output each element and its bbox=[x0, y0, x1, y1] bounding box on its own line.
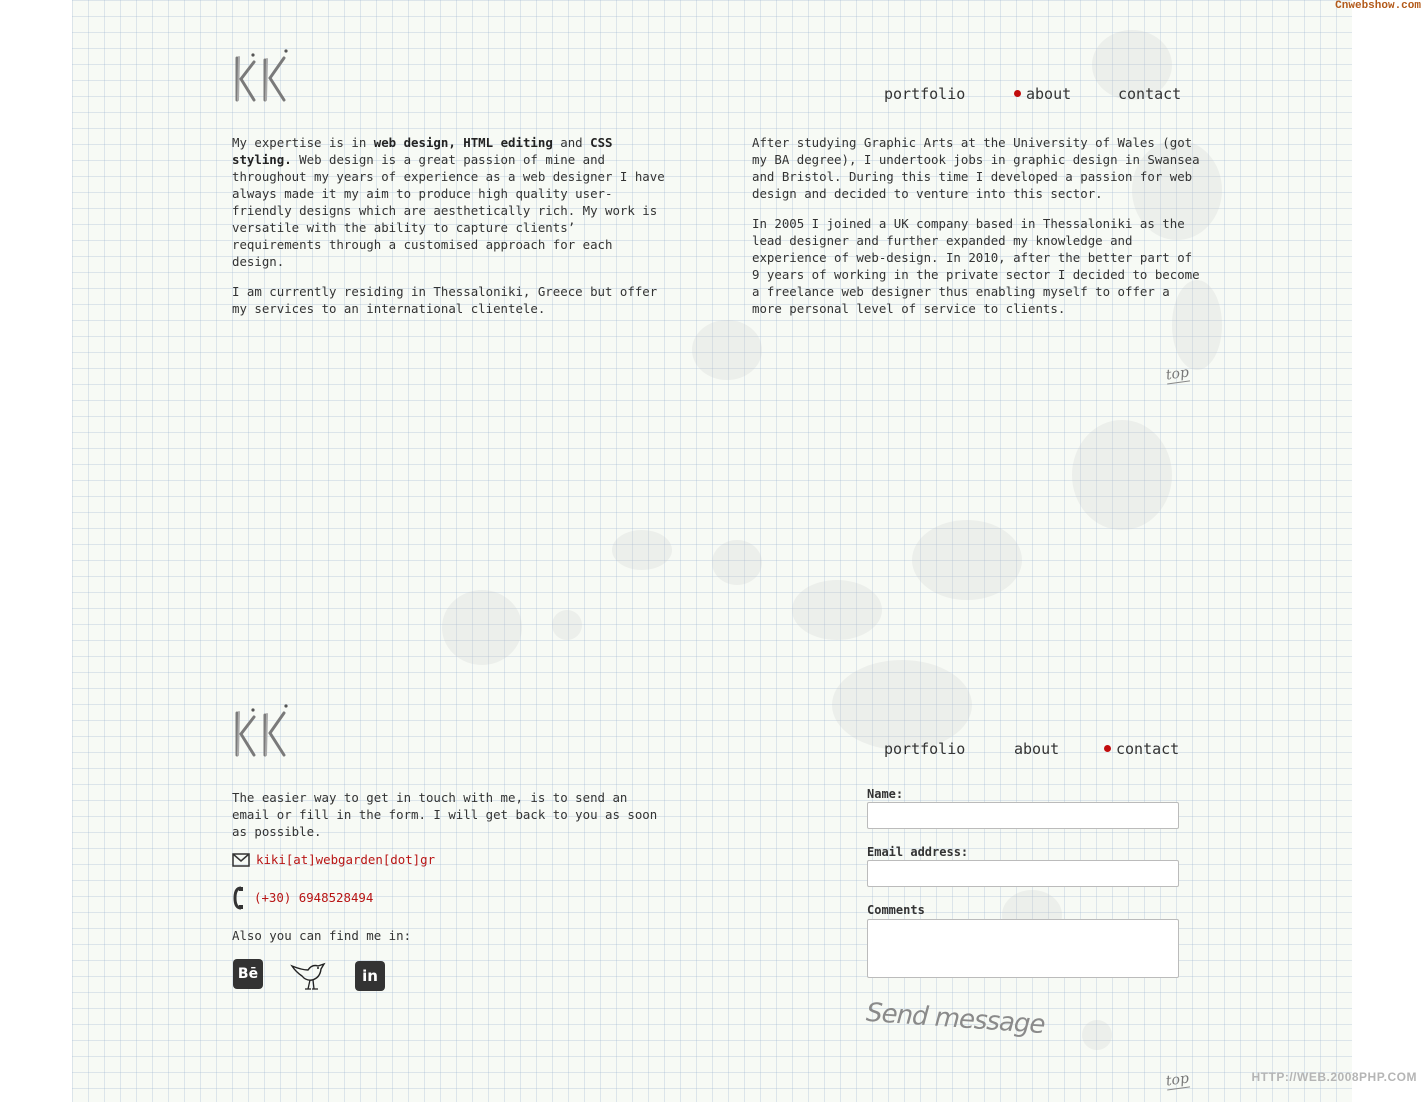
about-paragraph: In 2005 I joined a UK company based in Thessaloniki as the lead designer and further expanded my knowledge and experience of web-design. In 2010, after the better part of 9 years of working in the private sector I decided to become a freelance web designer thus enabling myself to offer a more personal level of service to clients. bbox=[752, 216, 1200, 316]
about-text: Web design is a great passion of mine and throughout my years of experience as a web designer I have always made it my aim to produce high quality user-friendly designs which are aesthetically rich. My work is versatile with the ability to capture clients’ requirements through a customised approach for each design. bbox=[232, 152, 665, 269]
watermark-bottom: HTTP://WEB.2008PHP.COM bbox=[1251, 1070, 1417, 1084]
back-to-top-link[interactable]: top bbox=[1164, 1070, 1190, 1090]
nav-about[interactable]: about bbox=[1014, 740, 1060, 758]
paint-splat bbox=[612, 530, 672, 570]
nav-portfolio[interactable]: portfolio bbox=[884, 85, 966, 103]
name-label: Name: bbox=[867, 787, 904, 801]
email-input[interactable] bbox=[867, 860, 1179, 887]
about-text: My expertise is in bbox=[232, 135, 374, 150]
nav-about-active[interactable] bbox=[1014, 85, 1071, 103]
back-to-top-link[interactable]: top bbox=[1164, 364, 1190, 384]
kk-logo-icon[interactable] bbox=[232, 48, 290, 104]
about-bold-skill: CSS styling. bbox=[232, 135, 613, 167]
about-paragraph bbox=[232, 134, 672, 270]
about-paragraph: I am currently residing in Thessaloniki, Greece but offer my services to an international clientele. bbox=[232, 284, 658, 316]
comments-textarea[interactable] bbox=[867, 919, 1179, 978]
about-left-column bbox=[232, 134, 672, 330]
nav-about-label: about bbox=[1026, 85, 1072, 103]
about-bold-skill: web design, HTML editing bbox=[373, 135, 553, 150]
paint-splat bbox=[832, 660, 972, 750]
phone-link[interactable]: (+30) 6948528494 bbox=[254, 890, 374, 905]
paint-splat bbox=[1072, 420, 1172, 530]
envelope-icon bbox=[232, 853, 250, 867]
comments-label: Comments bbox=[867, 903, 925, 917]
active-dot-icon bbox=[1104, 745, 1111, 752]
paint-splat bbox=[552, 610, 582, 640]
paint-splat bbox=[912, 520, 1022, 600]
behance-icon[interactable]: Bē bbox=[233, 959, 263, 989]
phone-icon bbox=[232, 886, 244, 910]
linkedin-icon[interactable]: in bbox=[355, 961, 385, 991]
active-dot-icon bbox=[1014, 90, 1021, 97]
paint-splat bbox=[1082, 1020, 1112, 1050]
email-link[interactable]: kiki[at]webgarden[dot]gr bbox=[256, 852, 436, 867]
about-text: and bbox=[552, 135, 591, 150]
contact-intro: The easier way to get in touch with me, is to send an email or fill in the form. I will get back to you as soon as possible. bbox=[232, 790, 658, 839]
logo-text: KK bbox=[232, 48, 234, 49]
twitter-bird-icon[interactable] bbox=[290, 960, 330, 992]
send-message-button[interactable]: Send message bbox=[865, 997, 1046, 1041]
watermark-top: Cnwebshow.com bbox=[1335, 0, 1421, 12]
paint-splat bbox=[712, 540, 762, 585]
kk-logo-icon[interactable] bbox=[232, 703, 290, 759]
paint-splat bbox=[792, 580, 882, 640]
about-paragraph: After studying Graphic Arts at the University of Wales (got my BA degree), I undertook jobs in graphic design in Swansea and Bristol. During this time I developed a passion for web design and decided to venture into this sector. bbox=[752, 135, 1200, 201]
nav-contact[interactable]: contact bbox=[1118, 85, 1182, 103]
nav-portfolio[interactable]: portfolio bbox=[884, 740, 966, 758]
email-label: Email address: bbox=[867, 845, 969, 859]
nav-contact-active[interactable] bbox=[1104, 740, 1179, 758]
paint-splat bbox=[442, 590, 522, 665]
name-input[interactable] bbox=[867, 802, 1179, 829]
about-right-column bbox=[752, 134, 1204, 330]
social-label: Also you can find me in: bbox=[232, 928, 412, 943]
nav-contact-label: contact bbox=[1116, 740, 1180, 758]
